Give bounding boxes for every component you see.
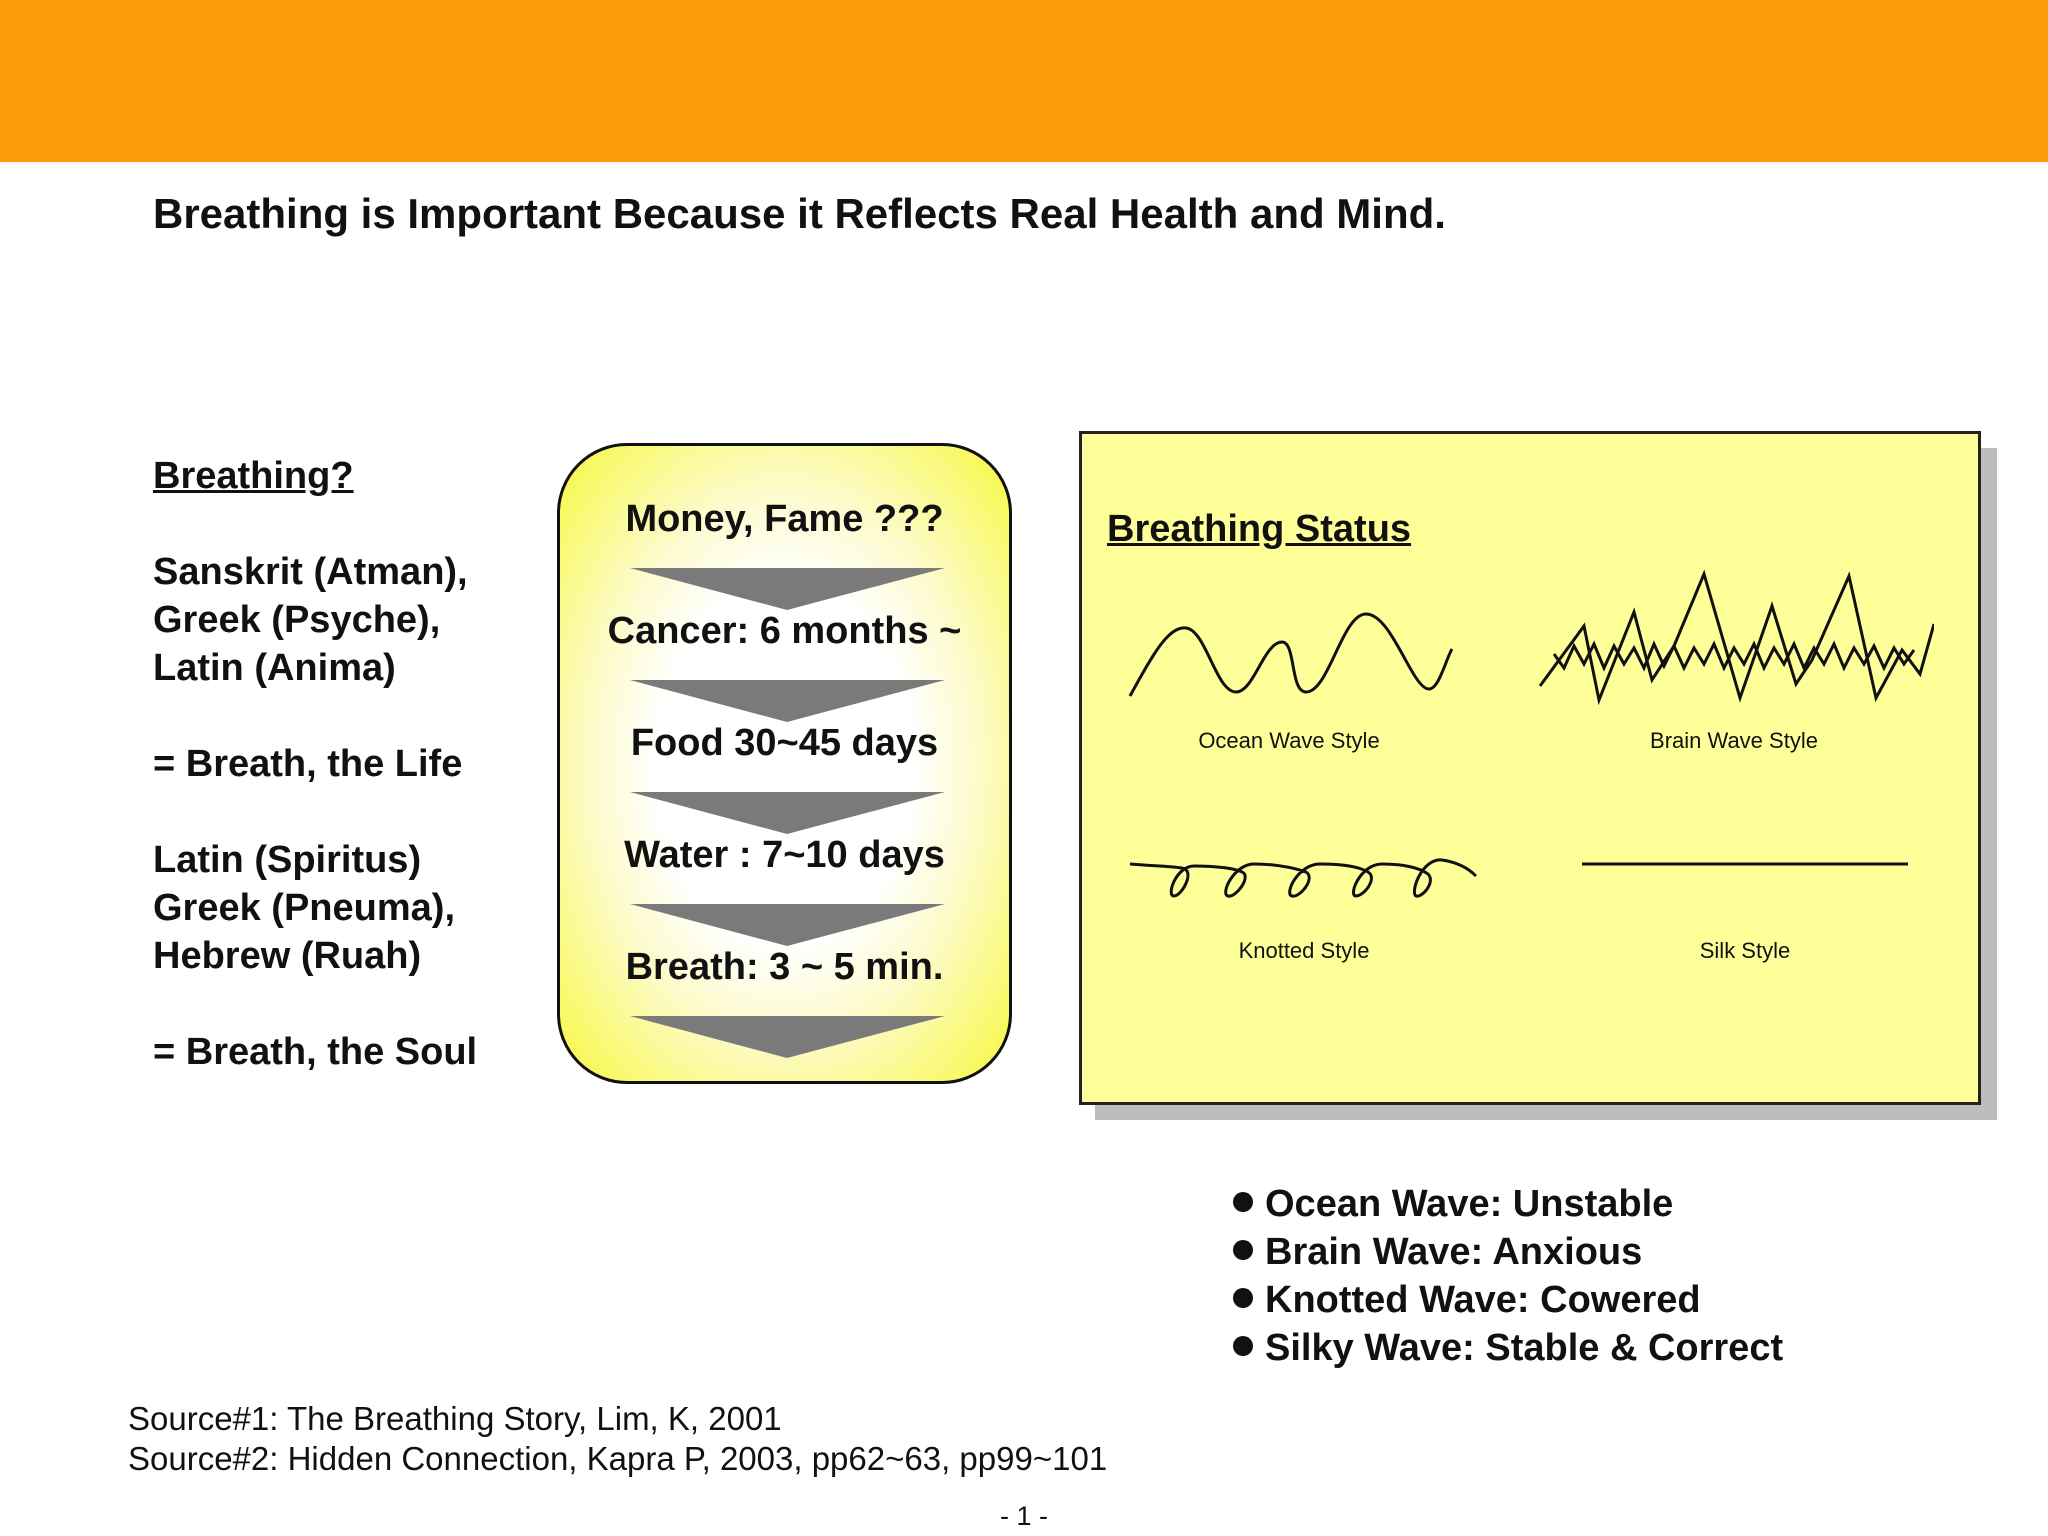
etymology-heading: Breathing? <box>153 455 354 497</box>
silk-wave-icon <box>1580 854 1910 874</box>
down-arrow-icon <box>630 680 945 722</box>
source-citations <box>128 1399 1107 1479</box>
slide-headline: Breathing is Important Because it Reflects Real Health and Mind. <box>153 190 1446 237</box>
flow-step: Water : 7~10 days <box>624 834 945 876</box>
wave-label: Knotted Style <box>1238 938 1370 963</box>
flow-step: Food 30~45 days <box>630 722 939 764</box>
ocean-wave-icon <box>1124 604 1454 714</box>
wave-meaning-list <box>1233 1180 1783 1372</box>
etymology-line: Greek (Pneuma), <box>153 887 455 929</box>
etymology-column <box>153 452 477 1076</box>
wave-label: Brain Wave Style <box>1650 728 1818 753</box>
flow-step: Cancer: 6 months ~ <box>607 610 962 652</box>
bullet-icon <box>1233 1288 1253 1308</box>
etymology-conclusion: = Breath, the Life <box>153 743 463 785</box>
status-title: Breathing Status <box>1107 508 1412 550</box>
wave-label: Silk Style <box>1699 938 1791 963</box>
brain-wave-icon <box>1534 564 1934 714</box>
flow-step: Breath: 3 ~ 5 min. <box>625 946 944 988</box>
bullet-icon <box>1233 1192 1253 1212</box>
wave-label: Ocean Wave Style <box>1198 728 1380 753</box>
flow-step: Money, Fame ??? <box>625 498 944 540</box>
etymology-conclusion: = Breath, the Soul <box>153 1031 478 1073</box>
down-arrow-icon <box>630 1016 945 1058</box>
list-item: Ocean Wave: Unstable <box>1233 1180 1783 1228</box>
bullet-icon <box>1233 1336 1253 1356</box>
page-number: - 1 - <box>999 1501 1048 1531</box>
source-line: Source#1: The Breathing Story, Lim, K, 2001 <box>128 1400 782 1437</box>
etymology-line: Greek (Psyche), <box>153 599 441 641</box>
source-line: Source#2: Hidden Connection, Kapra P, 2003, pp62~63, pp99~101 <box>128 1440 1108 1477</box>
etymology-line: Latin (Spiritus) <box>153 839 422 881</box>
down-arrow-icon <box>630 792 945 834</box>
survival-flow-box <box>557 443 1012 1084</box>
list-item: Silky Wave: Stable & Correct <box>1233 1324 1783 1372</box>
etymology-line: Sanskrit (Atman), <box>153 551 468 593</box>
down-arrow-icon <box>630 568 945 610</box>
etymology-line: Latin (Anima) <box>153 647 396 689</box>
knotted-wave-icon <box>1124 834 1484 924</box>
list-item: Brain Wave: Anxious <box>1233 1228 1783 1276</box>
top-banner <box>0 0 2048 162</box>
etymology-line: Hebrew (Ruah) <box>153 935 422 977</box>
bullet-icon <box>1233 1240 1253 1260</box>
list-item: Knotted Wave: Cowered <box>1233 1276 1783 1324</box>
down-arrow-icon <box>630 904 945 946</box>
breathing-status-panel <box>1079 431 1981 1105</box>
